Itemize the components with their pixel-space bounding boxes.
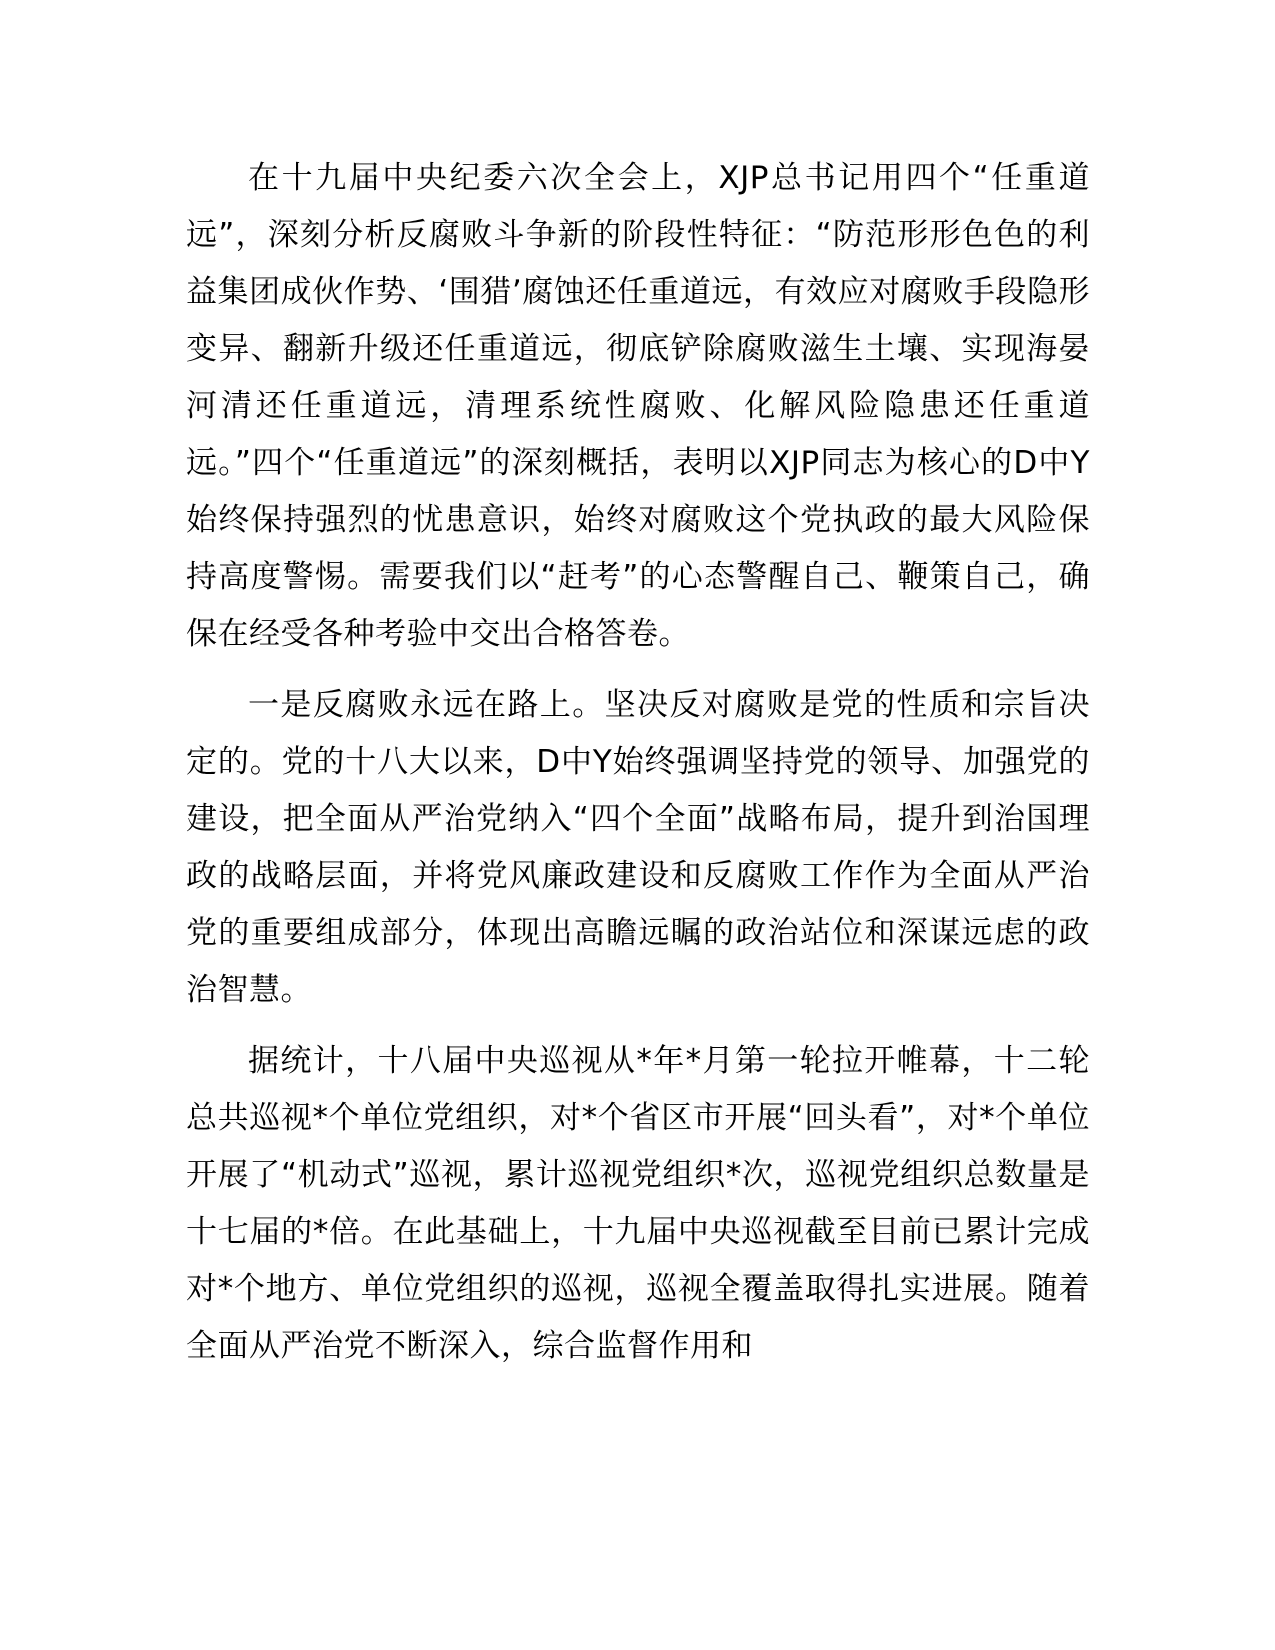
paragraph-3: 据统计，十八届中央巡视从*年*月第一轮拉开帷幕，十二轮总共巡视*个单位党组织，对*个省区市开展“回头看”，对*个单位开展了“机动式”巡视，累计巡视党组织*次，巡视党组织总数量是十七届的*倍。在此基础上，十九届中央巡视截至目前已累计完成对*个地方、单位党组织的巡视，巡视全覆盖取得扎实进展。随着全面从严治党不断深入，综合监督作用和 — [186, 1043, 1090, 1364]
document-body — [186, 150, 1090, 1389]
paragraph-1: 在十九届中央纪委六次全会上，XJP总书记用四个“任重道远”，深刻分析反腐败斗争新的阶段性特征：“防范形形色色的利益集团成伙作势、‘围猎’腐蚀还任重道远，有效应对腐败手段隐形变异、翻新升级还任重道远，彻底铲除腐败滋生土壤、实现海晏河清还任重道远，清理系统性腐败、化解风险隐患还任重道远。”四个“任重道远”的深刻概括，表明以XJP同志为核心的D中Y始终保持强烈的忧患意识，始终对腐败这个党执政的最大风险保持高度警惕。需要我们以“赶考”的心态警醒自己、鞭策自己，确保在经受各种考验中交出合格答卷。 — [186, 160, 1090, 652]
paragraph-2: 一是反腐败永远在路上。坚决反对腐败是党的性质和宗旨决定的。党的十八大以来，D中Y始终强调坚持党的领导、加强党的建设，把全面从严治党纳入“四个全面”战略布局，提升到治国理政的战略层面，并将党风廉政建设和反腐败工作作为全面从严治党的重要组成部分，体现出高瞻远瞩的政治站位和深谋远虑的政治智慧。 — [186, 687, 1090, 1008]
